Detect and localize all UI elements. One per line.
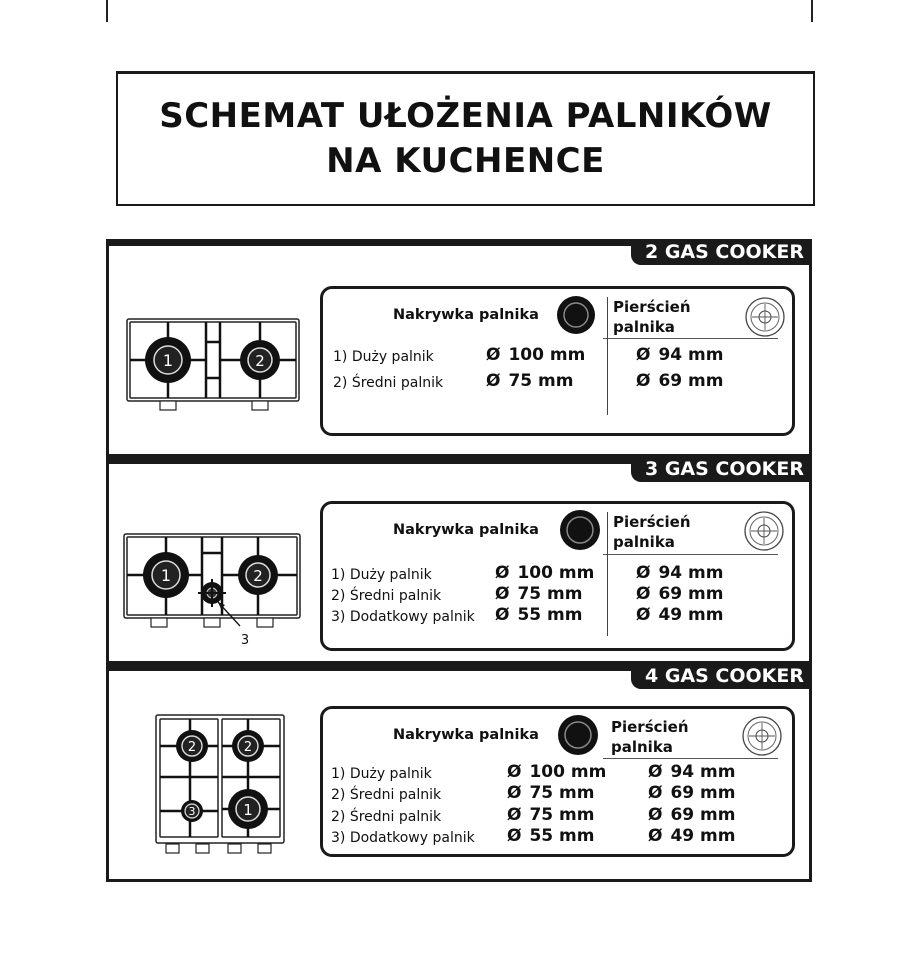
ring-header bbox=[613, 297, 691, 337]
column-divider bbox=[607, 297, 608, 415]
ring-diameter: 49 mm bbox=[670, 826, 736, 846]
diameter-symbol: Ø bbox=[636, 563, 651, 583]
row-name: 2) Średni palnik bbox=[333, 375, 444, 391]
row-name: 3) Dodatkowy palnik bbox=[331, 609, 475, 625]
burner-label-1: 1 bbox=[243, 801, 253, 819]
cover-value bbox=[486, 371, 573, 391]
burner-label-1: 1 bbox=[160, 566, 172, 585]
cover-value bbox=[507, 826, 594, 846]
diameter-symbol: Ø bbox=[648, 762, 663, 782]
burner-info-panel-3 bbox=[320, 501, 795, 651]
burner-cap-icon bbox=[556, 295, 596, 335]
cover-diameter: 55 mm bbox=[529, 826, 595, 846]
diameter-symbol: Ø bbox=[507, 783, 522, 803]
burner-cap-icon bbox=[559, 509, 601, 551]
cover-header: Nakrywka palnika bbox=[393, 727, 539, 743]
ring-diameter: 69 mm bbox=[670, 805, 736, 825]
row-name: 3) Dodatkowy palnik bbox=[331, 830, 475, 846]
row-name: 2) Średni palnik bbox=[331, 787, 442, 803]
cover-value bbox=[507, 805, 594, 825]
burner-ring-icon bbox=[744, 296, 786, 338]
burner-info-panel-2 bbox=[320, 286, 795, 436]
ring-value bbox=[636, 605, 723, 625]
cover-value bbox=[495, 563, 594, 583]
ring-header-line-2: palnika bbox=[613, 533, 675, 551]
ring-diameter: 69 mm bbox=[658, 584, 724, 604]
burner-label-2: 2 bbox=[255, 352, 265, 370]
ring-value bbox=[636, 345, 723, 365]
ring-header-line-1: Pierścień bbox=[613, 298, 691, 316]
edge-mark-left bbox=[106, 0, 108, 22]
ring-diameter: 94 mm bbox=[658, 345, 724, 365]
ring-value bbox=[648, 805, 735, 825]
diameter-symbol: Ø bbox=[636, 605, 651, 625]
ring-header bbox=[611, 717, 689, 757]
header-divider bbox=[603, 758, 778, 759]
ring-value bbox=[648, 826, 735, 846]
diameter-symbol: Ø bbox=[507, 826, 522, 846]
diameter-symbol: Ø bbox=[495, 584, 510, 604]
cover-diameter: 100 mm bbox=[529, 762, 607, 782]
tab-3-gas-cooker: 3 GAS COOKER bbox=[631, 456, 812, 482]
column-divider bbox=[607, 512, 608, 636]
burner-label-1: 1 bbox=[162, 351, 174, 370]
ring-header-line-1: Pierścień bbox=[613, 513, 691, 531]
cover-diameter: 75 mm bbox=[529, 783, 595, 803]
cooker-4-diagram bbox=[152, 711, 288, 857]
diameter-symbol: Ø bbox=[636, 371, 651, 391]
ring-diameter: 69 mm bbox=[658, 371, 724, 391]
burner-label-2: 2 bbox=[243, 740, 253, 755]
row-name: 1) Duży palnik bbox=[331, 766, 432, 782]
row-name: 2) Średni palnik bbox=[331, 588, 442, 604]
title-box bbox=[116, 71, 815, 206]
tab-4-gas-cooker: 4 GAS COOKER bbox=[631, 663, 812, 689]
diameter-symbol: Ø bbox=[507, 762, 522, 782]
ring-diameter: 94 mm bbox=[670, 762, 736, 782]
diameter-symbol: Ø bbox=[495, 605, 510, 625]
cover-value bbox=[507, 762, 606, 782]
cover-diameter: 75 mm bbox=[508, 371, 574, 391]
cover-diameter: 75 mm bbox=[517, 584, 583, 604]
cover-diameter: 55 mm bbox=[517, 605, 583, 625]
header-divider bbox=[603, 554, 778, 555]
diameter-symbol: Ø bbox=[648, 826, 663, 846]
cover-value bbox=[486, 345, 585, 365]
ring-header-line-2: palnika bbox=[611, 738, 673, 756]
cover-diameter: 75 mm bbox=[529, 805, 595, 825]
header-divider bbox=[603, 338, 778, 339]
cover-header: Nakrywka palnika bbox=[393, 522, 539, 538]
burner-label-2: 2 bbox=[187, 740, 197, 755]
tab-2-gas-cooker: 2 GAS COOKER bbox=[631, 239, 812, 265]
row-name: 1) Duży palnik bbox=[333, 349, 434, 365]
ring-header-line-2: palnika bbox=[613, 318, 675, 336]
ring-header bbox=[613, 512, 691, 552]
ring-value bbox=[648, 762, 735, 782]
burner-label-3: 3 bbox=[188, 805, 196, 818]
diameter-symbol: Ø bbox=[648, 805, 663, 825]
burner-ring-icon bbox=[743, 510, 785, 552]
ring-diameter: 69 mm bbox=[670, 783, 736, 803]
edge-mark-right bbox=[811, 0, 813, 22]
diameter-symbol: Ø bbox=[507, 805, 522, 825]
ring-diameter: 49 mm bbox=[658, 605, 724, 625]
ring-header-line-1: Pierścień bbox=[611, 718, 689, 736]
burner-label-2: 2 bbox=[253, 567, 263, 585]
diameter-symbol: Ø bbox=[486, 371, 501, 391]
ring-value bbox=[648, 783, 735, 803]
title-line-2: NA KUCHENCE bbox=[326, 141, 605, 181]
row-name: 2) Średni palnik bbox=[331, 809, 442, 825]
cover-header: Nakrywka palnika bbox=[393, 307, 539, 323]
diameter-symbol: Ø bbox=[636, 584, 651, 604]
diameter-symbol: Ø bbox=[636, 345, 651, 365]
diameter-symbol: Ø bbox=[486, 345, 501, 365]
burner-cap-icon bbox=[557, 714, 599, 756]
cooker-3-diagram bbox=[118, 528, 308, 650]
diameter-symbol: Ø bbox=[495, 563, 510, 583]
title-line-1: SCHEMAT UŁOŻENIA PALNIKÓW bbox=[159, 96, 772, 136]
burner-ring-icon bbox=[741, 715, 783, 757]
burner-info-panel-4 bbox=[320, 706, 795, 857]
cover-value bbox=[495, 605, 582, 625]
cooker-2-diagram bbox=[120, 312, 310, 420]
cover-value bbox=[495, 584, 582, 604]
ring-value bbox=[636, 371, 723, 391]
cover-diameter: 100 mm bbox=[517, 563, 595, 583]
cover-value bbox=[507, 783, 594, 803]
diameter-symbol: Ø bbox=[648, 783, 663, 803]
row-name: 1) Duży palnik bbox=[331, 567, 432, 583]
ring-value bbox=[636, 584, 723, 604]
ring-diameter: 94 mm bbox=[658, 563, 724, 583]
ring-value bbox=[636, 563, 723, 583]
cover-diameter: 100 mm bbox=[508, 345, 586, 365]
burner-callout-3: 3 bbox=[240, 633, 250, 648]
